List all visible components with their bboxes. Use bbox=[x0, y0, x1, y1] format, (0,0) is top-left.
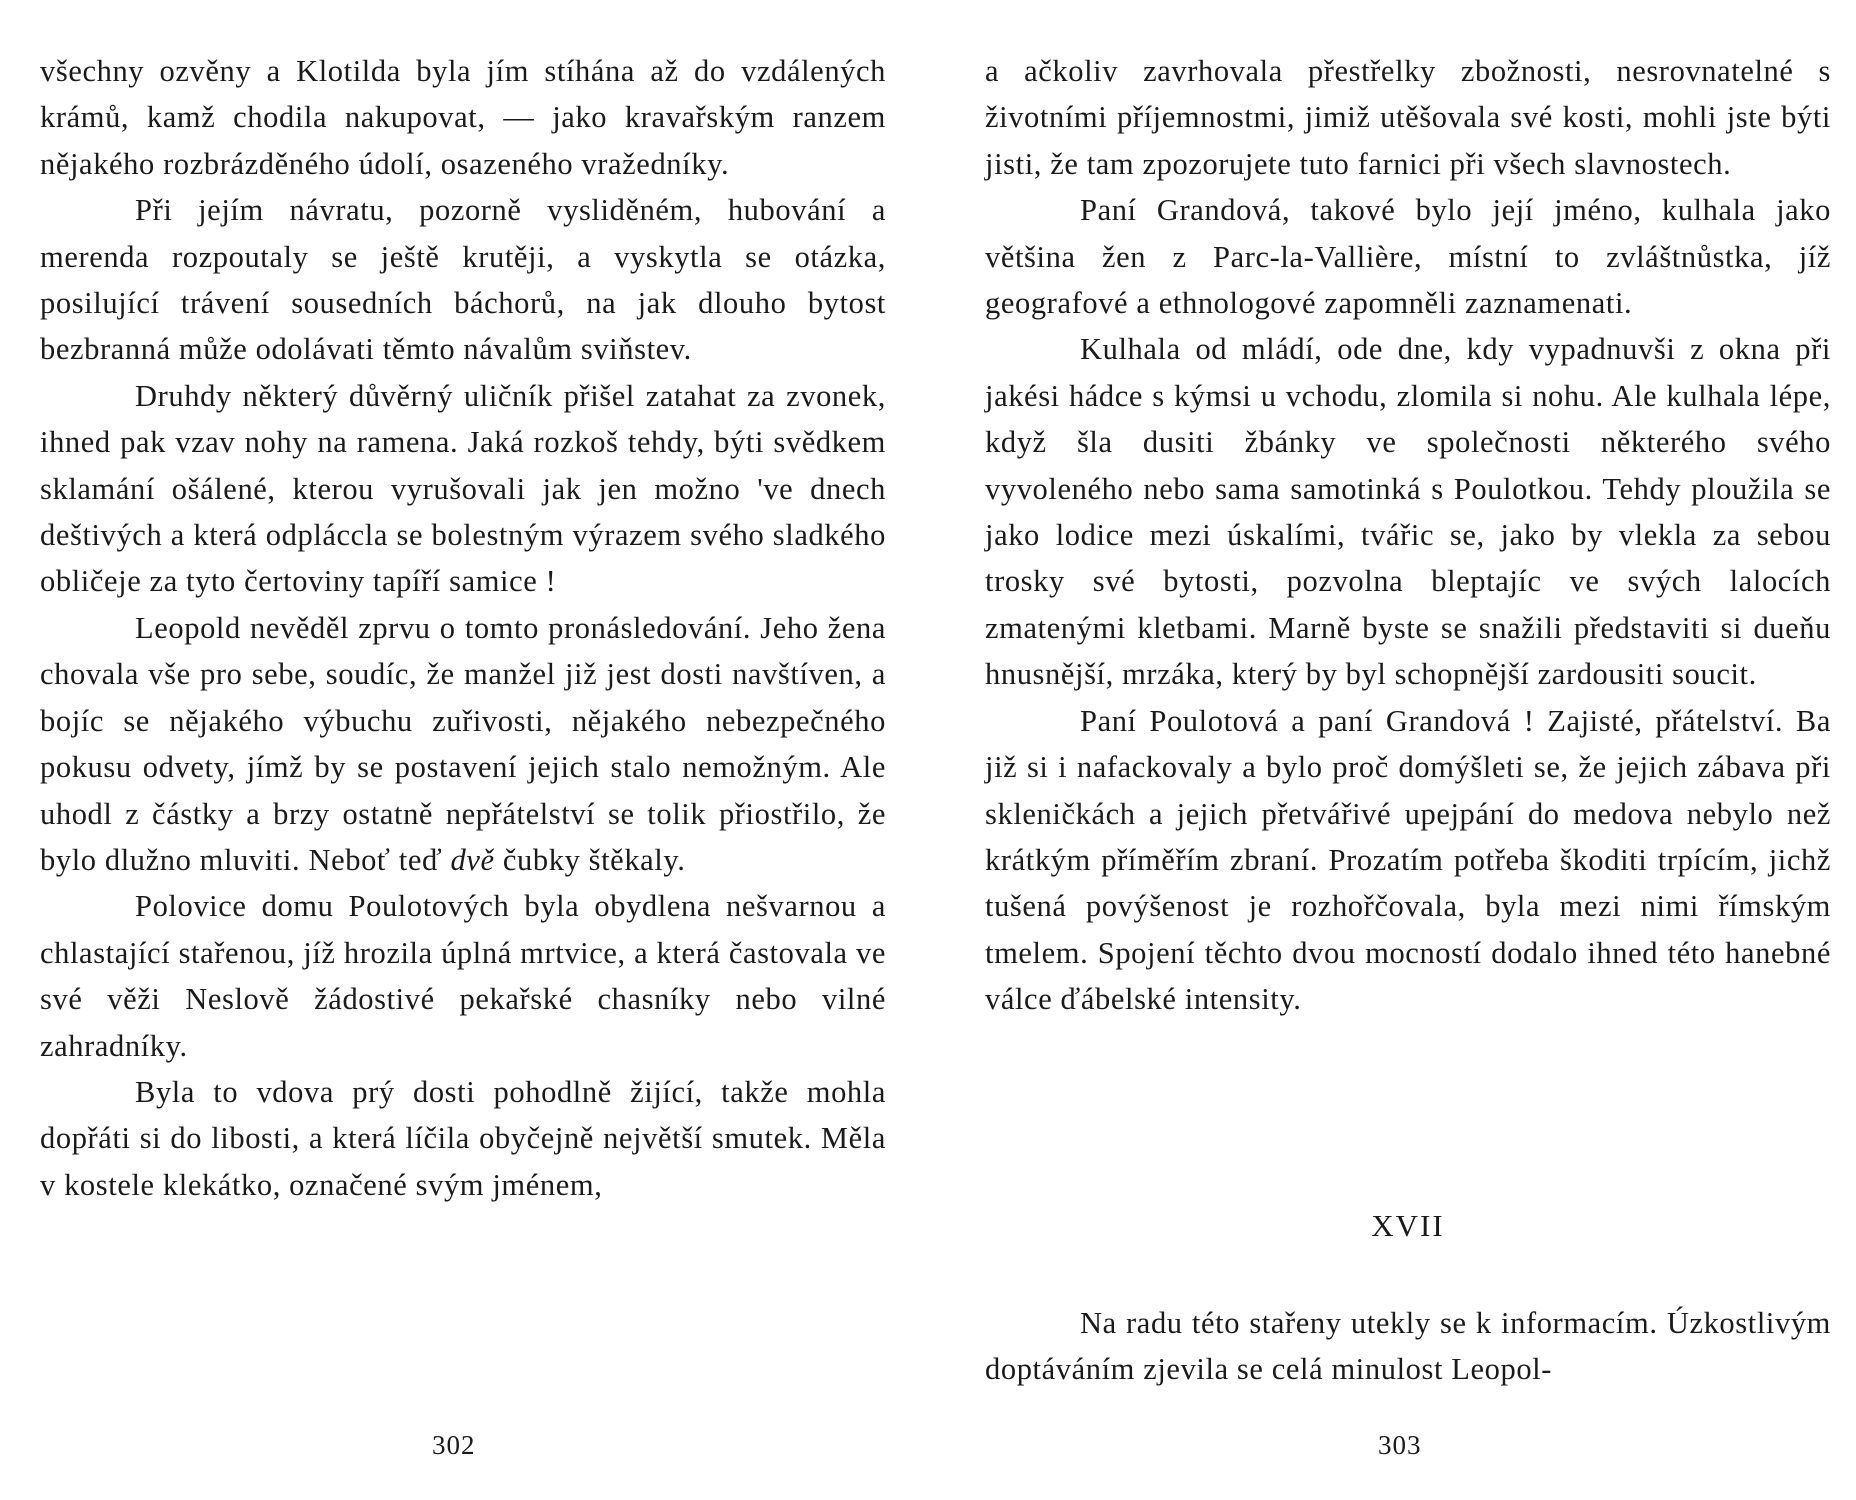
paragraph: Druhdy některý důvěrný uličník přišel zatahat za zvonek, ihned pak vzav nohy na ramena. Jaká rozkoš tehdy, býti svědkem sklamání ošálené, kterou vyrušovali jak jen možno 've dnech deštivých a která odpláccla se bolestným výrazem svého sladkého obličeje za tyto čertoviny tapíří samice ! bbox=[40, 378, 886, 599]
paragraph-text: čubky štěkaly. bbox=[494, 842, 686, 877]
paragraph: Paní Poulotová a paní Grandová ! Zajisté, přátelství. Ba již si i nafackovaly a bylo proč domýšleti se, že jejich zábava při skleničkách a jejich přetvářivé upejpání do medova nebylo než krátkým příměřím zbraní. Prozatím potřeba škoditi trpícím, jichž tušená povýšenost je rozhořčovala, byla mezi nimi římským tmelem. Spojení těchto dvou mocností dodalo ihned této hanebné válce ďábelské intensity. bbox=[985, 703, 1831, 1017]
chapter-heading-block bbox=[985, 1208, 1831, 1244]
paragraph: Byla to vdova prý dosti pohodlně žijící, takže mohla dopřáti si do libosti, a která líčila obyčejně největší smutek. Měla v kostele klekátko, označené svým jménem, bbox=[40, 1074, 886, 1202]
paragraph: Polovice domu Poulotových byla obydlena nešvarnou a chlastající stařenou, jíž hrozila úplná mrtvice, a která častovala ve své věži Neslově žádostivé pekařské chasníky nebo vilné zahradníky. bbox=[40, 889, 886, 1063]
chapter-opening bbox=[985, 1300, 1831, 1393]
paragraph: Paní Grandová, takové bylo její jméno, kulhala jako většina žen z Parc-la-Vallière, místní to zvláštnůstka, jíž geografové a ethnologové zapomněli zaznamenati. bbox=[985, 193, 1831, 321]
paragraph: všechny ozvěny a Klotilda byla jím stíhána až do vzdálených krámů, kamž chodila nakupovat, — jako kravařským ranzem nějakého rozbrázděného údolí, osazeného vražedníky. bbox=[40, 54, 886, 181]
paragraph-text: Leopold nevěděl zprvu o tomto pronásledování. Jeho žena chovala vše pro sebe, soudíc, že manžel již jest dosti navštíven, a bojíc se nějakého výbuchu zuřivosti, nějakého nebezpečného pokusu odvety, jímž by se postavení jejich stalo nemožným. Ale uhodl z částky a brzy ostatně nepřátelství se tolik přiostřilo, že bylo dlužno mluviti. Neboť teď bbox=[40, 610, 886, 877]
paragraph bbox=[40, 605, 886, 883]
left-page bbox=[40, 48, 886, 1448]
right-page bbox=[985, 48, 1831, 1448]
emphasized-word: dvě bbox=[450, 842, 495, 877]
paragraph: Na radu této stařeny utekly se k informacím. Úzkostlivým doptáváním zjevila se celá minulost Leopol- bbox=[985, 1306, 1831, 1387]
page-number-left: 302 bbox=[432, 1430, 476, 1460]
paragraph: a ačkoliv zavrhovala přestřelky zbožnosti, nesrovnatelné s životními příjemnostmi, jimiž utěšovala své kosti, mohli jste býti jisti, že tam zpozorujete tuto farnici při všech slavnostech. bbox=[985, 54, 1831, 181]
paragraph: Při jejím návratu, pozorně vysliděném, hubování a merenda rozpoutaly se ještě krutěji, a vyskytla se otázka, posilující trávení sousedních báchorů, na jak dlouho bytost bezbranná může odolávati těmto návalům sviňstev. bbox=[40, 193, 886, 367]
page-number-right: 303 bbox=[1378, 1430, 1422, 1460]
paragraph: Kulhala od mládí, ode dne, kdy vypadnuvši z okna při jakési hádce s kýmsi u vchodu, zlomila si nohu. Ale kulhala lépe, když šla dusiti žbánky ve společnosti některého svého vyvoleného nebo sama samotinká s Poulotkou. Tehdy ploužila se jako lodice mezi úskalími, tvářic se, jako by vlekla za sebou trosky své bytosti, pozvolna bleptajíc ve svých lalocích zmatenými kletbami. Marně byste se snažili představiti si dueňu hnusnější, mrzáka, který by byl schopnější zardousiti soucit. bbox=[985, 332, 1831, 692]
chapter-heading: XVII bbox=[1371, 1208, 1445, 1243]
